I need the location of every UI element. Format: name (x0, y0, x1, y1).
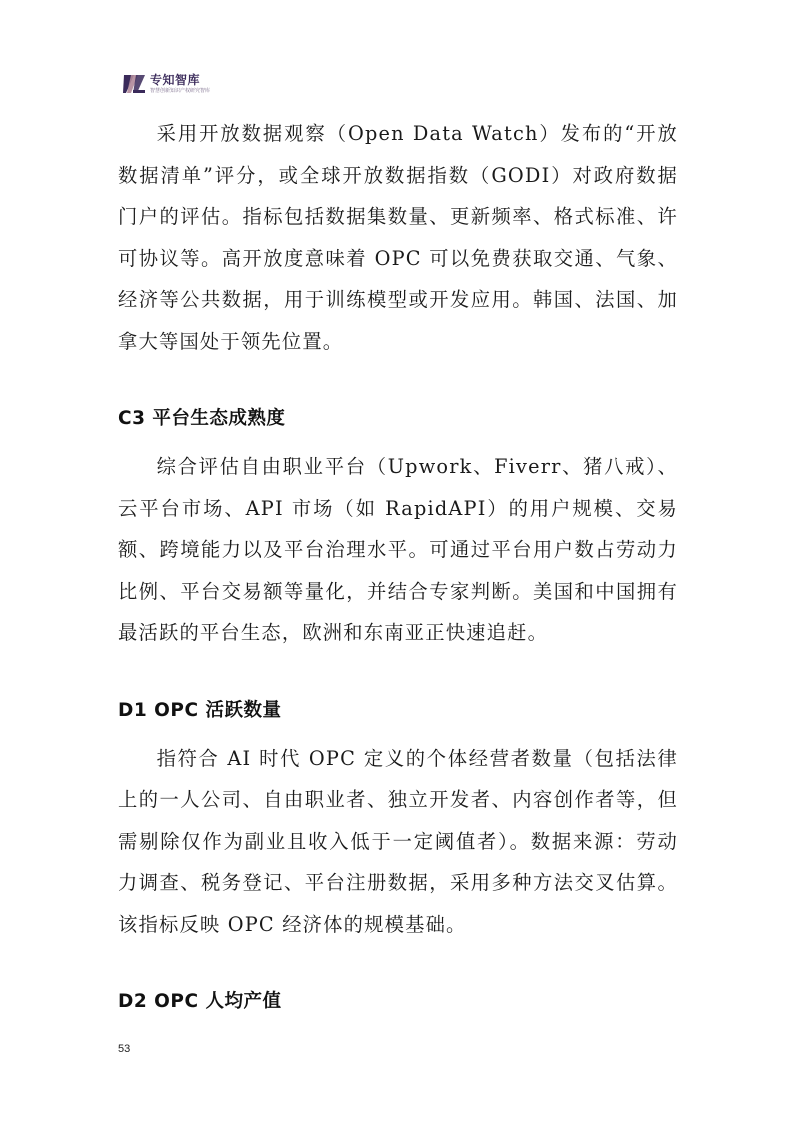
logo-icon (122, 72, 146, 96)
page-number: 53 (118, 1043, 131, 1055)
logo-name: 专知智库 (150, 73, 201, 87)
d1-paragraph: 指符合 AI 时代 OPC 定义的个体经营者数量（包括法律上的一人公司、自由职业者、独立开发者、内容创作者等，但需剔除仅作为副业且收入低于一定阈值者）。数据来源：劳动力调查、税务登记、平台注册数据，采用多种方法交叉估算。该指标反映 OPC 经济体的规模基础。 (118, 746, 678, 936)
document-body (118, 113, 678, 1013)
section-heading-c3: C3 平台生态成熟度 (118, 408, 286, 429)
intro-paragraph: 采用开放数据观察（Open Data Watch）发布的“开放数据清单”评分，或全球开放数据指数（GODI）对政府数据门户的评估。指标包括数据集数量、更新频率、格式标准、许可协议等。高开放度意味着 OPC 可以免费获取交通、气象、经济等公共数据，用于训练模型或开发应用。韩国、法国、加拿大等国处于领先位置。 (118, 122, 678, 353)
logo-subtitle: 智慧创新知识产权研究智库 (150, 88, 211, 94)
section-heading-d2: D2 OPC 人均产值 (118, 991, 282, 1012)
c3-paragraph: 综合评估自由职业平台（Upwork、Fiverr、猪八戒）、云平台市场、API 市场（如 RapidAPI）的用户规模、交易额、跨境能力以及平台治理水平。可通过平台用户数占劳动力比例、平台交易额等量化，并结合专家判断。美国和中国拥有最活跃的平台生态，欧洲和东南亚正快速追赶。 (118, 455, 678, 644)
section-heading-d1: D1 OPC 活跃数量 (118, 699, 282, 721)
header-logo (122, 70, 210, 98)
